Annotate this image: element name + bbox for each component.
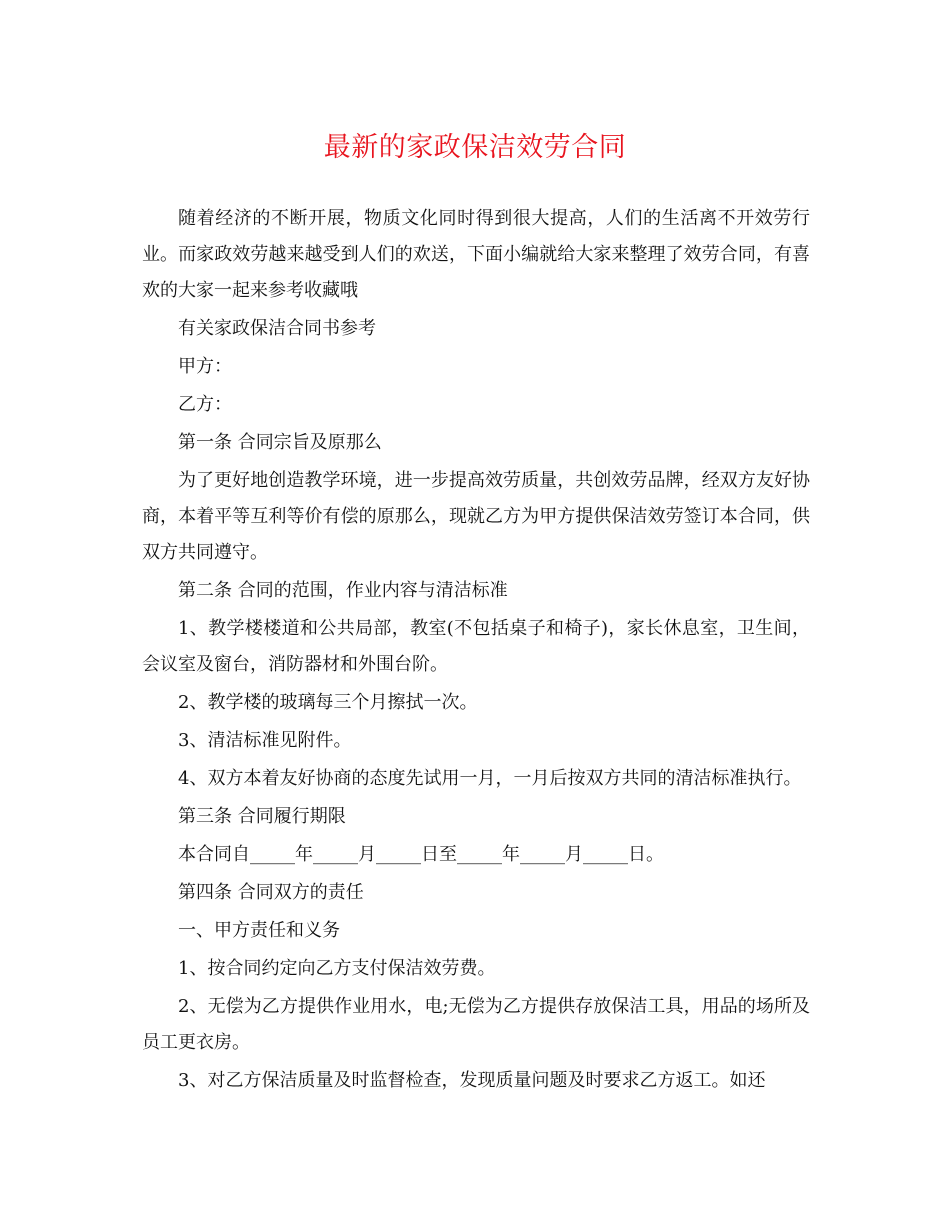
document-body (142, 201, 810, 1099)
paragraph-party-a: 甲方： (178, 356, 232, 377)
paragraph-duty-1: 1、按合同约定向乙方支付保洁效劳费。 (178, 958, 496, 979)
paragraph-intro: 随着经济的不断开展，物质文化同时得到很大提高，人们的生活离不开效劳行业。而家政效劳越来越受到人们的欢送，下面小编就给大家来整理了效劳合同，有喜欢的大家一起来参考收藏哦 (142, 208, 810, 301)
paragraph-item-1: 1、教学楼楼道和公共局部，教室(不包括桌子和椅子)，家长休息室，卫生间，会议室及窗台，消防器材和外围台阶。 (142, 618, 810, 675)
paragraph-article-3-heading: 第三条 合同履行期限 (178, 806, 346, 827)
paragraph-item-3: 3、清洁标准见附件。 (178, 730, 352, 751)
paragraph-party-a-duties-heading: 一、甲方责任和义务 (178, 920, 340, 941)
paragraph-item-2: 2、教学楼的玻璃每三个月擦拭一次。 (178, 692, 478, 713)
paragraph-article-2-heading: 第二条 合同的范围，作业内容与清洁标准 (178, 580, 508, 601)
paragraph-article-4-heading: 第四条 合同双方的责任 (178, 882, 364, 903)
paragraph-article-1-body: 为了更好地创造教学环境，进一步提高效劳质量，共创效劳品牌，经双方友好协商，本着平等互利等价有偿的原那么，现就乙方为甲方提供保洁效劳签订本合同，供双方共同遵守。 (142, 470, 810, 563)
document-title: 最新的家政保洁效劳合同 (323, 132, 627, 163)
paragraph-term: 本合同自_____年_____月_____日至_____年_____月_____日。 (178, 844, 664, 865)
paragraph-item-4: 4、双方本着友好协商的态度先试用一月，一月后按双方共同的清洁标准执行。 (178, 768, 802, 789)
paragraph-duty-3: 3、对乙方保洁质量及时监督检查，发现质量问题及时要求乙方返工。如还 (178, 1070, 766, 1091)
paragraph-heading-reference: 有关家政保洁合同书参考 (178, 318, 376, 339)
paragraph-party-b: 乙方： (178, 394, 232, 415)
paragraph-duty-2: 2、无偿为乙方提供作业用水，电;无偿为乙方提供存放保洁工具，用品的场所及员工更衣房。 (142, 996, 810, 1053)
paragraph-article-1-heading: 第一条 合同宗旨及原那么 (178, 432, 382, 453)
